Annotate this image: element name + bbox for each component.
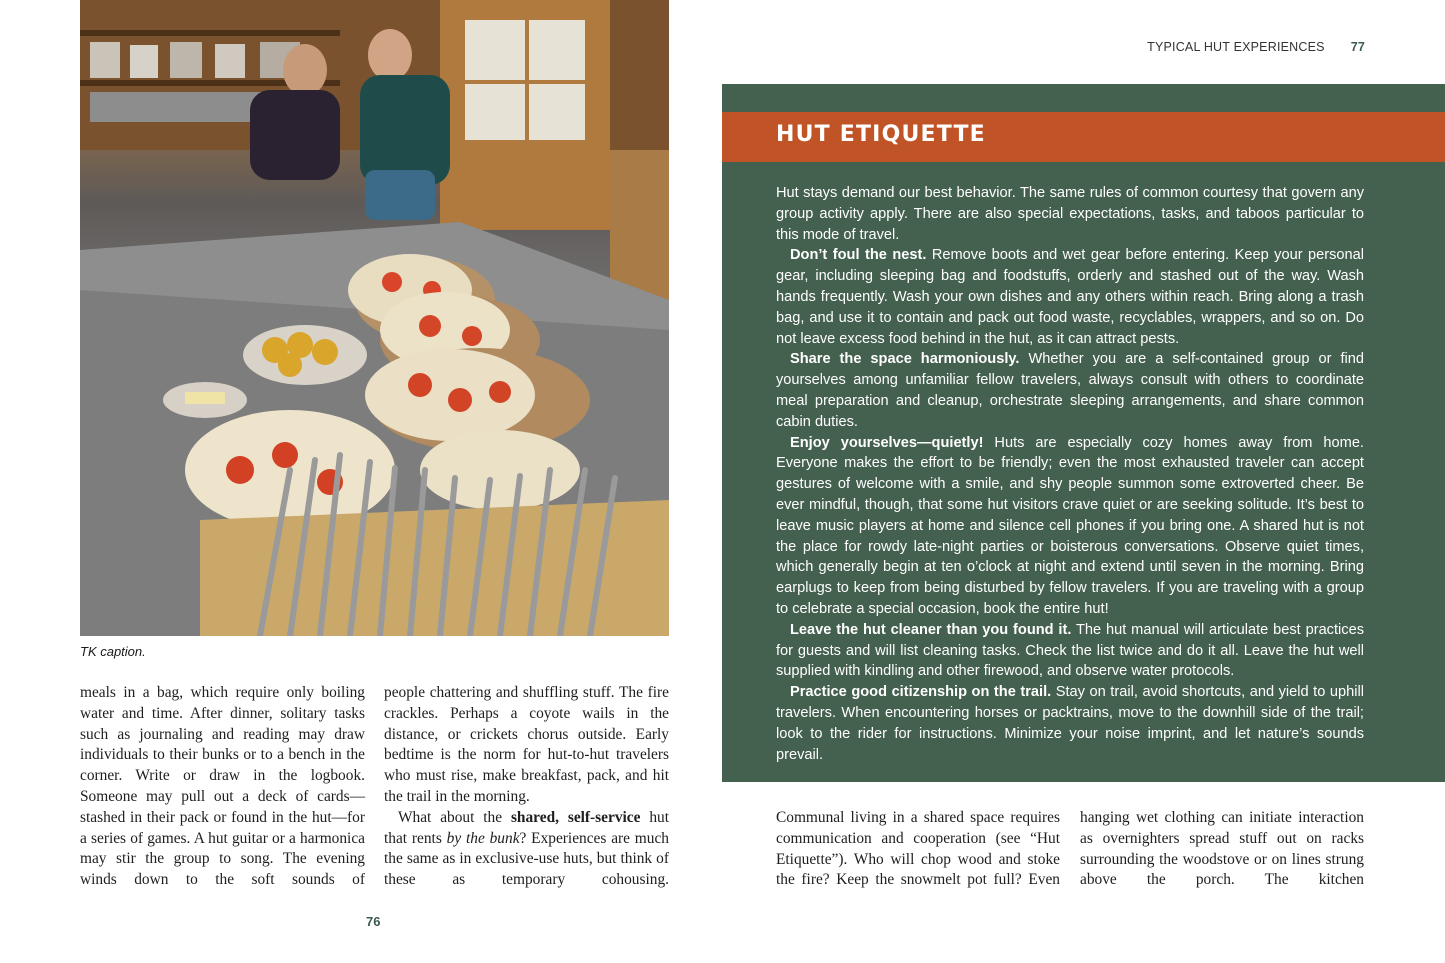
left-column-2-paragraph-2 (384, 808, 669, 891)
photo-illustration (80, 0, 669, 636)
running-head-title: TYPICAL HUT EXPERIENCES (1147, 40, 1325, 54)
sidebar-body (776, 183, 1364, 765)
right-column-2-text: hanging wet clothing can initiate interaction as overnighters spread stuff out on racks surrounding the woodstove or on lines strung above the porch. The kitchen (1080, 809, 1364, 889)
item-text: The hut manual will articulate best practices for guests and will list cleaning tasks. Check the list twice and do it all. Leave the hut well supplied with kindling and other firewood, and observe water protocols. (776, 621, 1364, 680)
item-lead: Don’t foul the nest. (790, 247, 927, 264)
item-lead: Practice good citizenship on the trail. (790, 684, 1052, 701)
left-page-number: 76 (366, 914, 381, 929)
kitchen-photo (80, 0, 669, 636)
hut-etiquette-sidebar (722, 84, 1445, 782)
sidebar-item-foul-nest (776, 245, 1364, 349)
running-head (1147, 40, 1365, 54)
right-page-number: 77 (1350, 40, 1365, 54)
item-text: Remove boots and wet gear before entering. Keep your personal gear, including sleeping bag and foodstuffs, orderly and stashed out of the way. Wash hands frequently. Wash your own dishes and any others within reach. Bring along a trash bag, and use it to contain and pack out food waste, recyclables, wrappers, and so on. Do not leave excess food behind in the hut, as it can attract pests. (776, 247, 1364, 347)
text-span: What about the (398, 808, 511, 826)
sidebar-item-leave-cleaner (776, 620, 1364, 682)
right-column-1-text: Communal living in a shared space requires communication and cooperation (see “Hut Etiquette”). Who will chop wood and stoke the fire? Keep the snowmelt pot full? Even (776, 809, 1060, 889)
photo-caption: TK caption. (80, 644, 146, 659)
item-text: Huts are especially cozy homes away from home. Everyone makes the effort to be friendly; even the most exhausted traveler can accept gestures of welcome with a smile, and shy people summon some extroverted cheer. Be ever mindful, though, that some hut visitors crave quiet or are seeking solitude. It’s best to leave music players at home and silence cell phones if you bring one. A shared hut is not the place for rowdy late-night parties or boisterous conversations. Observe quiet times, which generally begin at ten o’clock at night and extend until seven in the morning. Bring earplugs to keep from being disturbed by fellow travelers. If you are traveling with a group to celebrate a special occasion, book the entire hut! (776, 434, 1364, 617)
left-column-2 (384, 683, 669, 891)
text-span: ? Experiences are much the same as in exclusive-use huts, but think of these as temporary cohousing. (384, 829, 669, 889)
text-span: hut that rents (384, 808, 670, 847)
sidebar-item-trail-citizenship (776, 682, 1364, 765)
item-text: Whether you are a self-contained group or find yourselves among unfamiliar fellow travelers, always consult with others to coordinate meal preparation and cleanup, orchestrate sleeping arrangements, and share common cabin duties. (776, 351, 1364, 430)
left-column-1-text: meals in a bag, which require only boiling water and time. After dinner, solitary tasks such as journaling and reading may draw individuals to their bunks or to a bench in the corner. Write or draw in the logbook. Someone may pull out a deck of cards—stashed in their pack or found in the hut—for a series of games. A hut guitar or a harmonica may stir the group to song. The evening winds down to the soft sounds of (80, 684, 365, 889)
item-lead: Enjoy yourselves—quietly! (790, 434, 984, 451)
italic-phrase: by the bunk (446, 829, 520, 847)
sidebar-intro: Hut stays demand our best behavior. The same rules of common courtesy that govern any group activity apply. There are also special expectations, tasks, and taboos particular to this mode of travel. (776, 185, 1364, 243)
bold-phrase: shared, self-service (510, 808, 641, 826)
item-lead: Leave the hut cleaner than you found it. (790, 621, 1072, 638)
left-column-2-paragraph-1: people chattering and shuffling stuff. The fire crackles. Perhaps a coyote wails in the distance, or crickets chorus outside. Early bedtime is the norm for hut-to-hut travelers who must rise, make breakfast, pack, and hit the trail in the morning. (384, 684, 669, 805)
right-column-1 (776, 808, 1060, 891)
sidebar-title: HUT ETIQUETTE (776, 122, 986, 147)
sidebar-title-band (722, 112, 1445, 162)
item-lead: Share the space harmoniously. (790, 351, 1020, 368)
sidebar-item-enjoy-quietly (776, 433, 1364, 620)
sidebar-item-share-space (776, 349, 1364, 432)
right-column-2 (1080, 808, 1364, 891)
item-text: Stay on trail, avoid shortcuts, and yield to uphill travelers. When encountering horses or packtrains, move to the downhill side of the trail; look to the rider for instructions. Minimize your noise imprint, and let nature’s sounds prevail. (776, 684, 1364, 763)
left-column-1 (80, 683, 365, 891)
